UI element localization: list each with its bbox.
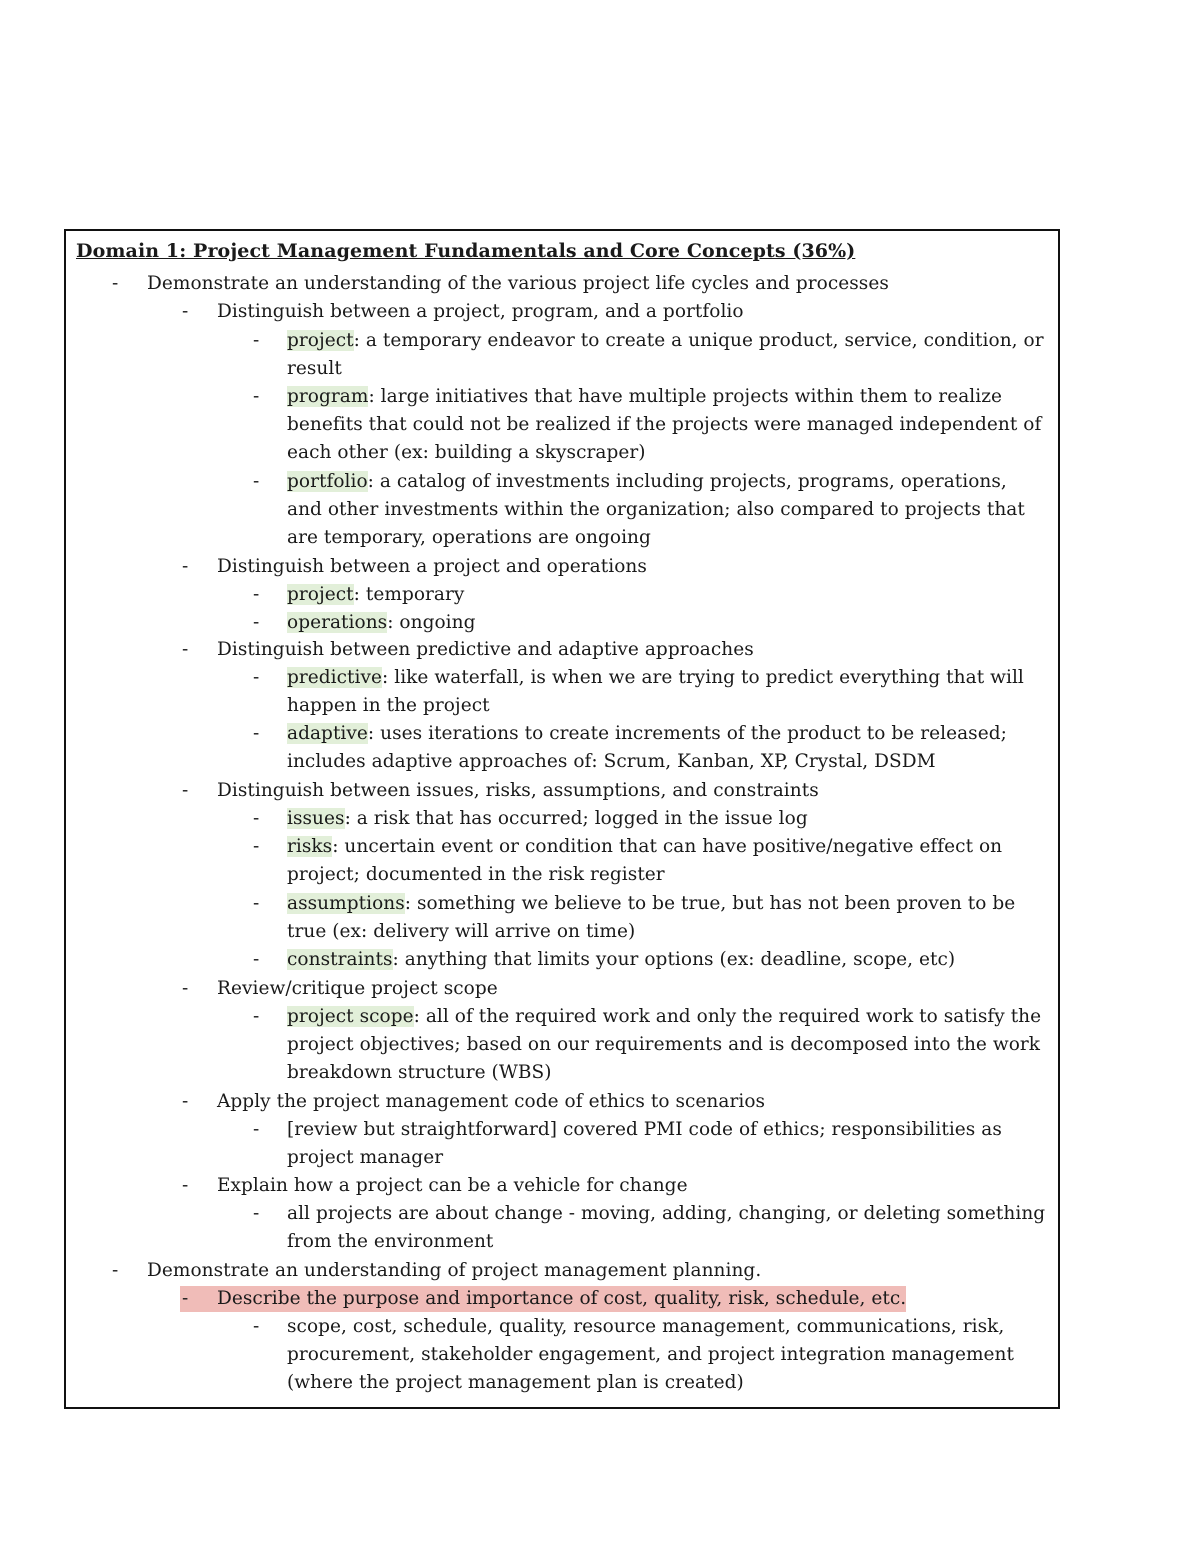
bullet-dash: - [253,1203,260,1224]
term-highlight: project scope [287,1006,414,1027]
bullet-dash: - [182,301,189,322]
term-row [287,720,1007,748]
bullet-dash: - [253,723,260,744]
bullet-dash: - [253,471,260,492]
term-definition: : temporary [353,584,465,605]
bullet-dash: - [182,978,189,999]
definition-continuation: benefits that could not be realized if the projects were managed independent of [287,414,1042,435]
term-row [287,833,1002,861]
bullet-dash: - [253,584,260,605]
bullet-dash: - [253,1316,260,1337]
term-highlight: issues [287,808,345,829]
level3-item: scope, cost, schedule, quality, resource management, communications, risk, [287,1316,1005,1337]
term-row [287,946,955,974]
definition-continuation: breakdown structure (WBS) [287,1062,552,1083]
bullet-dash: - [253,612,260,633]
term-row [287,609,475,637]
bullet-dash: - [253,386,260,407]
level2-item: Distinguish between predictive and adaptive approaches [217,639,754,660]
bullet-dash: - [182,780,189,801]
term-row [287,581,464,609]
bullet-dash: - [112,273,119,294]
definition-continuation: true (ex: delivery will arrive on time) [287,921,636,942]
definition-continuation: (where the project management plan is created) [287,1372,744,1393]
definition-continuation: happen in the project [287,695,490,716]
term-row [287,383,1002,411]
term-definition: : a catalog of investments including projects, programs, operations, [367,471,1007,492]
level2-item: Distinguish between issues, risks, assumptions, and constraints [217,780,819,801]
level1-item: Demonstrate an understanding of project management planning. [147,1260,762,1281]
level2-item: Distinguish between a project and operations [217,556,647,577]
definition-continuation: project objectives; based on our requirements and is decomposed into the work [287,1034,1041,1055]
definition-continuation: each other (ex: building a skyscraper) [287,442,646,463]
term-definition: : something we believe to be true, but has not been proven to be [404,893,1016,914]
definition-continuation: procurement, stakeholder engagement, and project integration management [287,1344,1014,1365]
term-definition: : ongoing [387,612,476,633]
term-row [287,327,1044,355]
bullet-dash: - [253,836,260,857]
bullet-dash: - [182,556,189,577]
term-highlight: constraints [287,949,393,970]
term-highlight: operations [287,612,388,633]
term-row [287,1003,1041,1031]
bullet-dash: - [253,1119,260,1140]
term-definition: : large initiatives that have multiple projects within them to realize [368,386,1003,407]
bullet-dash: - [182,1091,189,1112]
term-highlight: predictive [287,667,383,688]
bullet-dash: - [253,949,260,970]
level2-item: Review/critique project scope [217,978,498,999]
level3-item: all projects are about change - moving, adding, changing, or deleting something [287,1203,1046,1224]
level3-item: [review but straightforward] covered PMI code of ethics; responsibilities as [287,1119,1002,1140]
level2-item: Apply the project management code of ethics to scenarios [217,1091,766,1112]
domain-title: Domain 1: Project Management Fundamentals and Core Concepts (36%) [76,240,856,262]
bullet-dash: - [112,1260,119,1281]
term-row [287,890,1015,918]
definition-continuation: result [287,358,342,379]
definition-continuation: includes adaptive approaches of: Scrum, Kanban, XP, Crystal, DSDM [287,751,936,772]
term-definition: : uses iterations to create increments of the product to be released; [367,723,1007,744]
definition-continuation: from the environment [287,1231,494,1252]
term-row [287,805,808,833]
term-highlight: adaptive [287,723,368,744]
bullet-dash: - [253,330,260,351]
term-highlight: risks [287,836,333,857]
bullet-dash: - [253,667,260,688]
bullet-dash: - [253,1006,260,1027]
level1-item: Demonstrate an understanding of the various project life cycles and processes [147,273,889,294]
level2-item: Distinguish between a project, program, and a portfolio [217,301,744,322]
bullet-dash: - [182,1288,189,1309]
term-row [287,664,1024,692]
definition-continuation: are temporary, operations are ongoing [287,527,651,548]
definition-continuation: project manager [287,1147,444,1168]
term-definition: : uncertain event or condition that can have positive/negative effect on [332,836,1003,857]
term-definition: : anything that limits your options (ex: deadline, scope, etc) [392,949,956,970]
term-highlight: project [287,330,354,351]
bullet-dash: - [182,1175,189,1196]
definition-continuation: project; documented in the risk register [287,864,665,885]
bullet-dash: - [253,808,260,829]
term-definition: : like waterfall, is when we are trying to predict everything that will [382,667,1024,688]
term-definition: : a risk that has occurred; logged in the issue log [344,808,808,829]
bullet-dash: - [182,639,189,660]
term-row [287,468,1007,496]
level2-item-highlighted: Describe the purpose and importance of cost, quality, risk, schedule, etc. [217,1288,907,1309]
definition-continuation: and other investments within the organization; also compared to projects that [287,499,1025,520]
term-highlight: program [287,386,369,407]
term-highlight: portfolio [287,471,368,492]
term-definition: : a temporary endeavor to create a unique product, service, condition, or [353,330,1044,351]
term-definition: : all of the required work and only the required work to satisfy the [413,1006,1042,1027]
bullet-dash: - [253,893,260,914]
term-highlight: assumptions [287,893,405,914]
term-highlight: project [287,584,354,605]
level2-item: Explain how a project can be a vehicle for change [217,1175,688,1196]
